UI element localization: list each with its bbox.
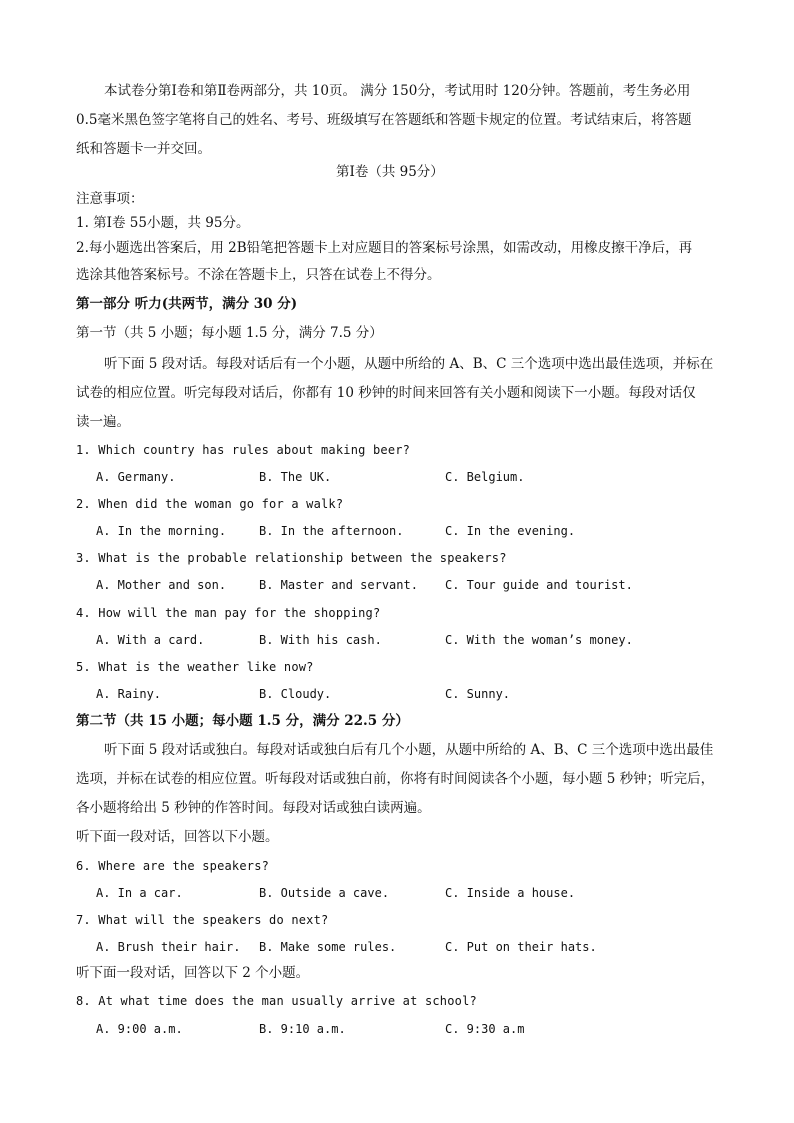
- option-a: A. Mother and son.: [96, 578, 227, 592]
- option-c: C. With the woman’s money.: [445, 633, 633, 647]
- option-c: C. Sunny.: [445, 687, 511, 701]
- section2-heading: 第二节（共 15 小题；每小题 1.5 分，满分 22.5 分）: [76, 713, 409, 729]
- option-c: C. Inside a house.: [445, 886, 576, 900]
- notes-heading: 注意事项：: [76, 191, 144, 207]
- question-stem: 2. When did the woman go for a walk?: [76, 497, 344, 511]
- dialog-intro: 听下面一段对话，回答以下 2 个小题。: [76, 965, 310, 981]
- question-stem: 1. Which country has rules about making beer?: [76, 443, 411, 457]
- intro-line-3: 纸和答题卡一并交回。: [76, 141, 211, 157]
- notes-item-1: 1. 第Ⅰ卷 55小题，共 95分。: [76, 215, 250, 231]
- option-a: A. In a car.: [96, 886, 183, 900]
- question-stem: 5. What is the weather like now?: [76, 660, 314, 674]
- section1-instructions-line-3: 读一遍。: [76, 414, 130, 430]
- intro-line-2: 0.5毫米黑色签字笔将自己的姓名、考号、班级填写在答题纸和答题卡规定的位置。考试结束后，将答题: [76, 112, 692, 128]
- section1-instructions-line-1: 听下面 5 段对话。每段对话后有一个小题，从题中所给的 A、B、C 三个选项中选出最佳选项，并标在: [104, 356, 714, 372]
- option-a: A. Rainy.: [96, 687, 162, 701]
- question-stem: 7. What will the speakers do next?: [76, 913, 329, 927]
- option-b: B. Cloudy.: [259, 687, 332, 701]
- question-stem: 4. How will the man pay for the shopping?: [76, 606, 381, 620]
- notes-item-2-line-2: 选涂其他答案标号。不涂在答题卡上，只答在试卷上不得分。: [76, 267, 441, 283]
- dialog-intro: 听下面一段对话，回答以下小题。: [76, 829, 279, 845]
- option-c: C. Tour guide and tourist.: [445, 578, 633, 592]
- intro-line-1: 本试卷分第Ⅰ卷和第Ⅱ卷两部分，共 10页。 满分 150分，考试用时 120分钟。答题前，考生务必用: [104, 83, 691, 99]
- option-a: A. With a card.: [96, 633, 205, 647]
- option-c: C. Put on their hats.: [445, 940, 597, 954]
- option-b: B. Outside a cave.: [259, 886, 390, 900]
- option-c: C. In the evening.: [445, 524, 576, 538]
- volume-title: 第Ⅰ卷（共 95分）: [336, 164, 444, 180]
- part1-heading: 第一部分 听力(共两节，满分 30 分): [76, 296, 298, 312]
- option-b: B. 9:10 a.m.: [259, 1022, 346, 1036]
- option-a: A. 9:00 a.m.: [96, 1022, 183, 1036]
- option-b: B. Master and servant.: [259, 578, 418, 592]
- section1-instructions-line-2: 试卷的相应位置。听完每段对话后，你都有 10 秒钟的时间来回答有关小题和阅读下一小题。每段对话仅: [76, 385, 696, 401]
- question-stem: 3. What is the probable relationship between the speakers?: [76, 551, 507, 565]
- option-a: A. Germany.: [96, 470, 176, 484]
- section2-instructions-line-3: 各小题将给出 5 秒钟的作答时间。每段对话或独白读两遍。: [76, 800, 431, 816]
- option-b: B. Make some rules.: [259, 940, 397, 954]
- section2-instructions-line-1: 听下面 5 段对话或独白。每段对话或独白后有几个小题，从题中所给的 A、B、C 三个选项中选出最佳: [104, 742, 714, 758]
- option-b: B. In the afternoon.: [259, 524, 404, 538]
- option-b: B. The UK.: [259, 470, 332, 484]
- question-stem: 8. At what time does the man usually arrive at school?: [76, 994, 477, 1008]
- option-c: C. 9:30 a.m: [445, 1022, 525, 1036]
- option-a: A. In the morning.: [96, 524, 227, 538]
- option-c: C. Belgium.: [445, 470, 525, 484]
- section1-heading: 第一节（共 5 小题；每小题 1.5 分，满分 7.5 分）: [76, 325, 383, 341]
- option-a: A. Brush their hair.: [96, 940, 241, 954]
- section2-instructions-line-2: 选项，并标在试卷的相应位置。听每段对话或独白前，你将有时间阅读各个小题，每小题 5 秒钟；听完后，: [76, 771, 715, 787]
- notes-item-2-line-1: 2.每小题选出答案后，用 2B铅笔把答题卡上对应题目的答案标号涂黑，如需改动，用橡皮擦干净后，再: [76, 240, 693, 256]
- option-b: B. With his cash.: [259, 633, 382, 647]
- question-stem: 6. Where are the speakers?: [76, 859, 270, 873]
